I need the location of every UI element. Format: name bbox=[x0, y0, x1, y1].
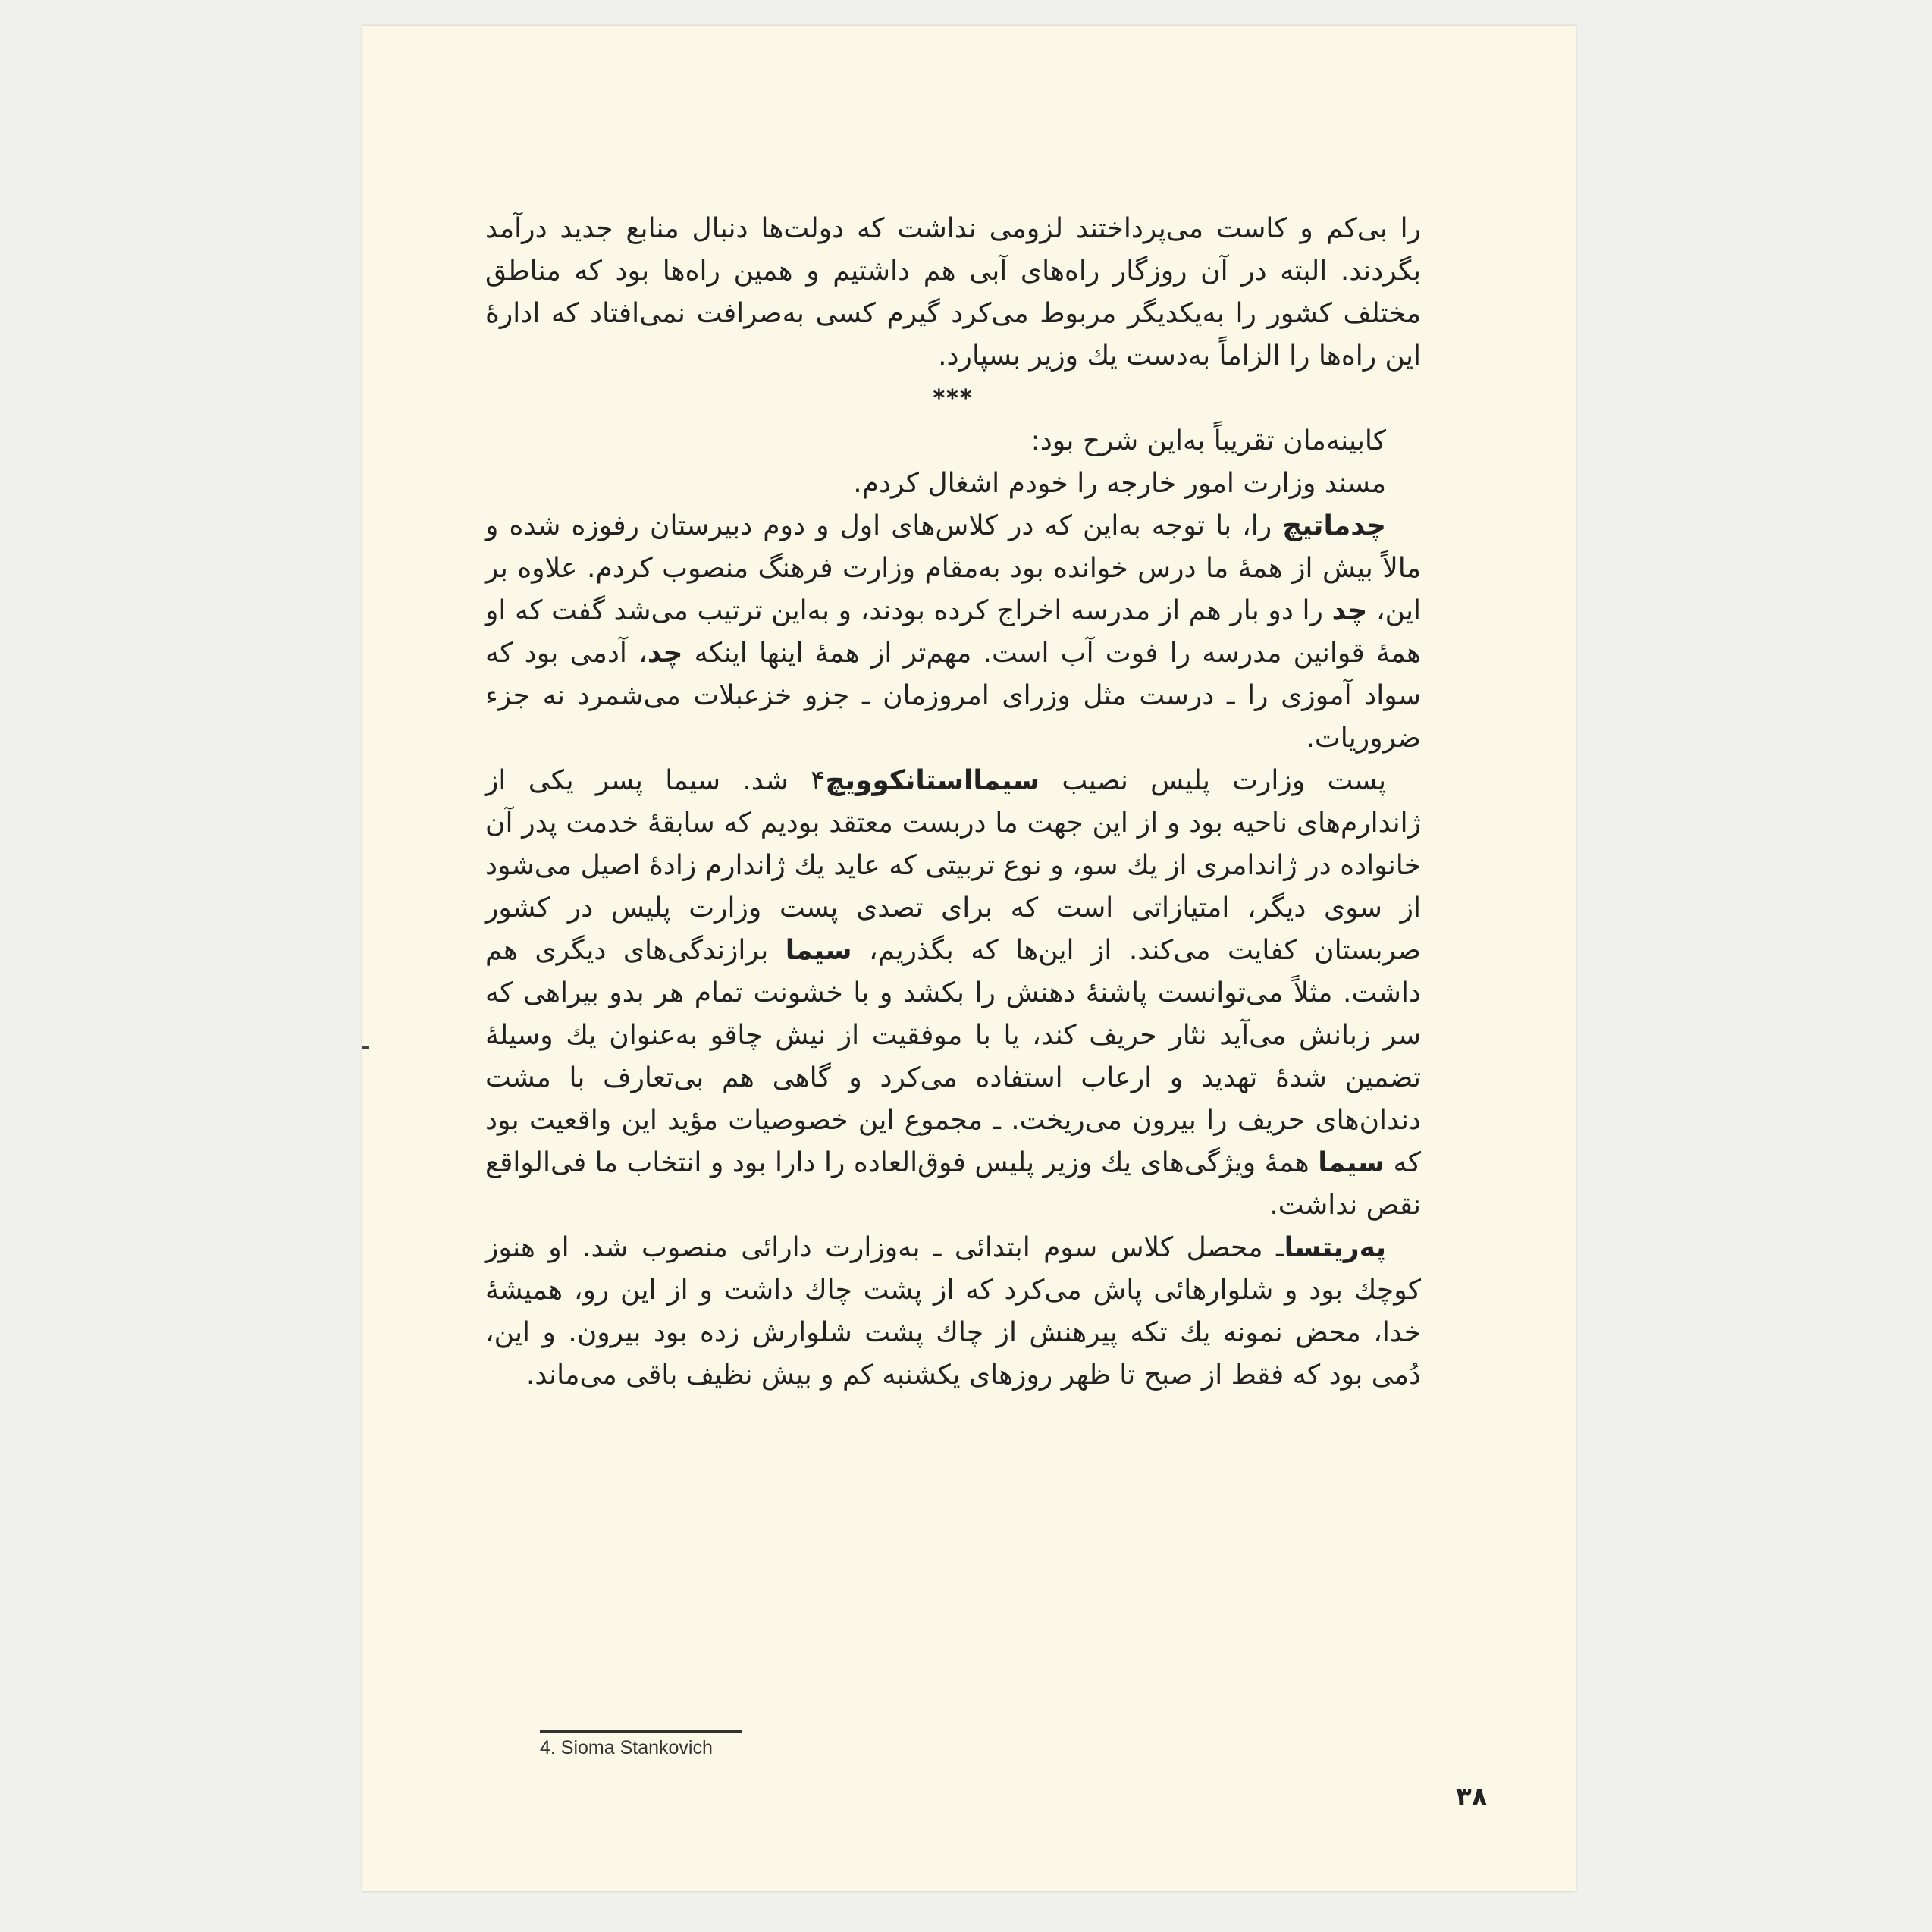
paragraph-4 bbox=[485, 505, 1421, 760]
footnote: 4. Sioma Stankovich bbox=[540, 1737, 713, 1758]
paragraph-6-text: ـ محصل کلاس سوم ابتدائی ـ به‌وزارت دارائی منصوب شد. او هنوز کوچك بود و شلوارهائی پاش می‌کرد که از پشت چاك داشت و از این رو، همیشهٔ خدا، محض نمونه یك تکه پیرهنش از چاك پشت شلوارش زده بود بیرون. و این، دُمی بود که فقط از صبح تا ظهر روزهای یکشنبه کم و بیش نظیف باقی می‌ماند. bbox=[485, 1232, 1421, 1391]
paragraph-4-text-a: را، با توجه به‌این که در کلاس‌های اول و دوم دبیرستان رفوزه شده و مالاً بیش از همهٔ ما درس خوانده بود به‌مقام وزارت فرهنگ منصوب کردم. علاوه بر این، bbox=[485, 510, 1421, 626]
name-sima-stankovich: سیمااستانکوویچ bbox=[825, 765, 1040, 796]
name-sima-1: سیما bbox=[785, 935, 852, 966]
paragraph-4-text-c: ، آدمی بود که سواد آموزی را ـ درست مثل وزرای امروزمان ـ جزو خزعبلات می‌شمرد نه جزء ضروریات. bbox=[485, 638, 1421, 754]
paragraph-5-text-b: ۴ شد. سیما پسر یکی از ژاندارم‌های ناحیه بود و از این جهت ما دربست معتقد بودیم که سابقهٔ خدمت پدر آن خانواده در ژاندامری از یك سو، و نوع تربیتی که عاید یك ژاندارم زادهٔ اصیل می‌شود از سوی دیگر، امتیازاتی است که برای تصدی پست وزارت پلیس در کشور صربستان کفایت می‌کند. از این‌ها که بگذریم، bbox=[485, 765, 1421, 966]
paragraph-5 bbox=[485, 760, 1421, 1227]
paragraph-3-text: مسند وزارت امور خارجه را خودم اشغال کردم. bbox=[853, 468, 1386, 499]
book-page bbox=[362, 26, 1576, 1891]
name-sima-2: سیما bbox=[1318, 1147, 1385, 1178]
section-separator: *** bbox=[933, 385, 974, 412]
paragraph-4-text-b: را دو بار هم از مدرسه اخراج کرده بودند، و به‌این ترتیب می‌شد گفت که او همهٔ قوانین مدرسه را فوت آب است. مهم‌تر از همهٔ اینها اینکه bbox=[485, 595, 1421, 669]
paragraph-2 bbox=[485, 420, 1421, 463]
paragraph-3 bbox=[485, 463, 1421, 505]
footnote-rule bbox=[540, 1730, 742, 1733]
paragraph-1 bbox=[485, 208, 1421, 378]
paragraph-6 bbox=[485, 1227, 1421, 1397]
name-ched-1: چد bbox=[1331, 595, 1368, 626]
paragraph-5-text-d: همهٔ ویژگی‌های یك وزیر پلیس فوق‌العاده را دارا بود و انتخاب ما فی‌الواقع نقص نداشت. bbox=[485, 1147, 1421, 1221]
paragraph-1-text: را بی‌کم و کاست می‌پرداختند لزومی نداشت که دولت‌ها دنبال منابع جدید درآمد بگردند. البته در آن روزگار راه‌های آبی هم داشتیم و همین راه‌ها بود که مناطق مختلف کشور را به‌یکدیگر مربوط می‌کرد گیرم کسی به‌صرافت نمی‌افتاد که ادارهٔ این راه‌ها را الزاماً به‌دست یك وزیر بسپارد. bbox=[485, 213, 1421, 372]
paragraph-5-text-a: پست وزارت پلیس نصیب bbox=[1040, 765, 1386, 796]
scan-edge-mark bbox=[362, 1046, 369, 1049]
page-number: ۳۸ bbox=[1456, 1782, 1488, 1812]
body-text bbox=[485, 208, 1421, 1397]
paragraph-2-text: کابینه‌مان تقریباً به‌این شرح بود: bbox=[1030, 425, 1386, 456]
name-ched-2: چد bbox=[647, 638, 683, 669]
name-peritsa: پەریتسا bbox=[1284, 1232, 1386, 1263]
paragraph-5-text-c: برازندگی‌های دیگری هم داشت. مثلاً می‌توانست پاشنهٔ دهنش را بکشد و با خشونت تمام هر بدو بیراهی که سر زبانش می‌آید نثار حریف کند، یا با موفقیت از نیش چاقو به‌عنوان یك وسیلهٔ تضمین شدهٔ تهدید و ارعاب استفاده می‌کرد و گاهی هم بی‌تعارف با مشت دندان‌های حریف را بیرون می‌ریخت. ـ مجموع این خصوصیات مؤید این واقعیت بود که bbox=[485, 935, 1421, 1178]
name-chedmatich: چدماتیچ bbox=[1282, 510, 1386, 541]
